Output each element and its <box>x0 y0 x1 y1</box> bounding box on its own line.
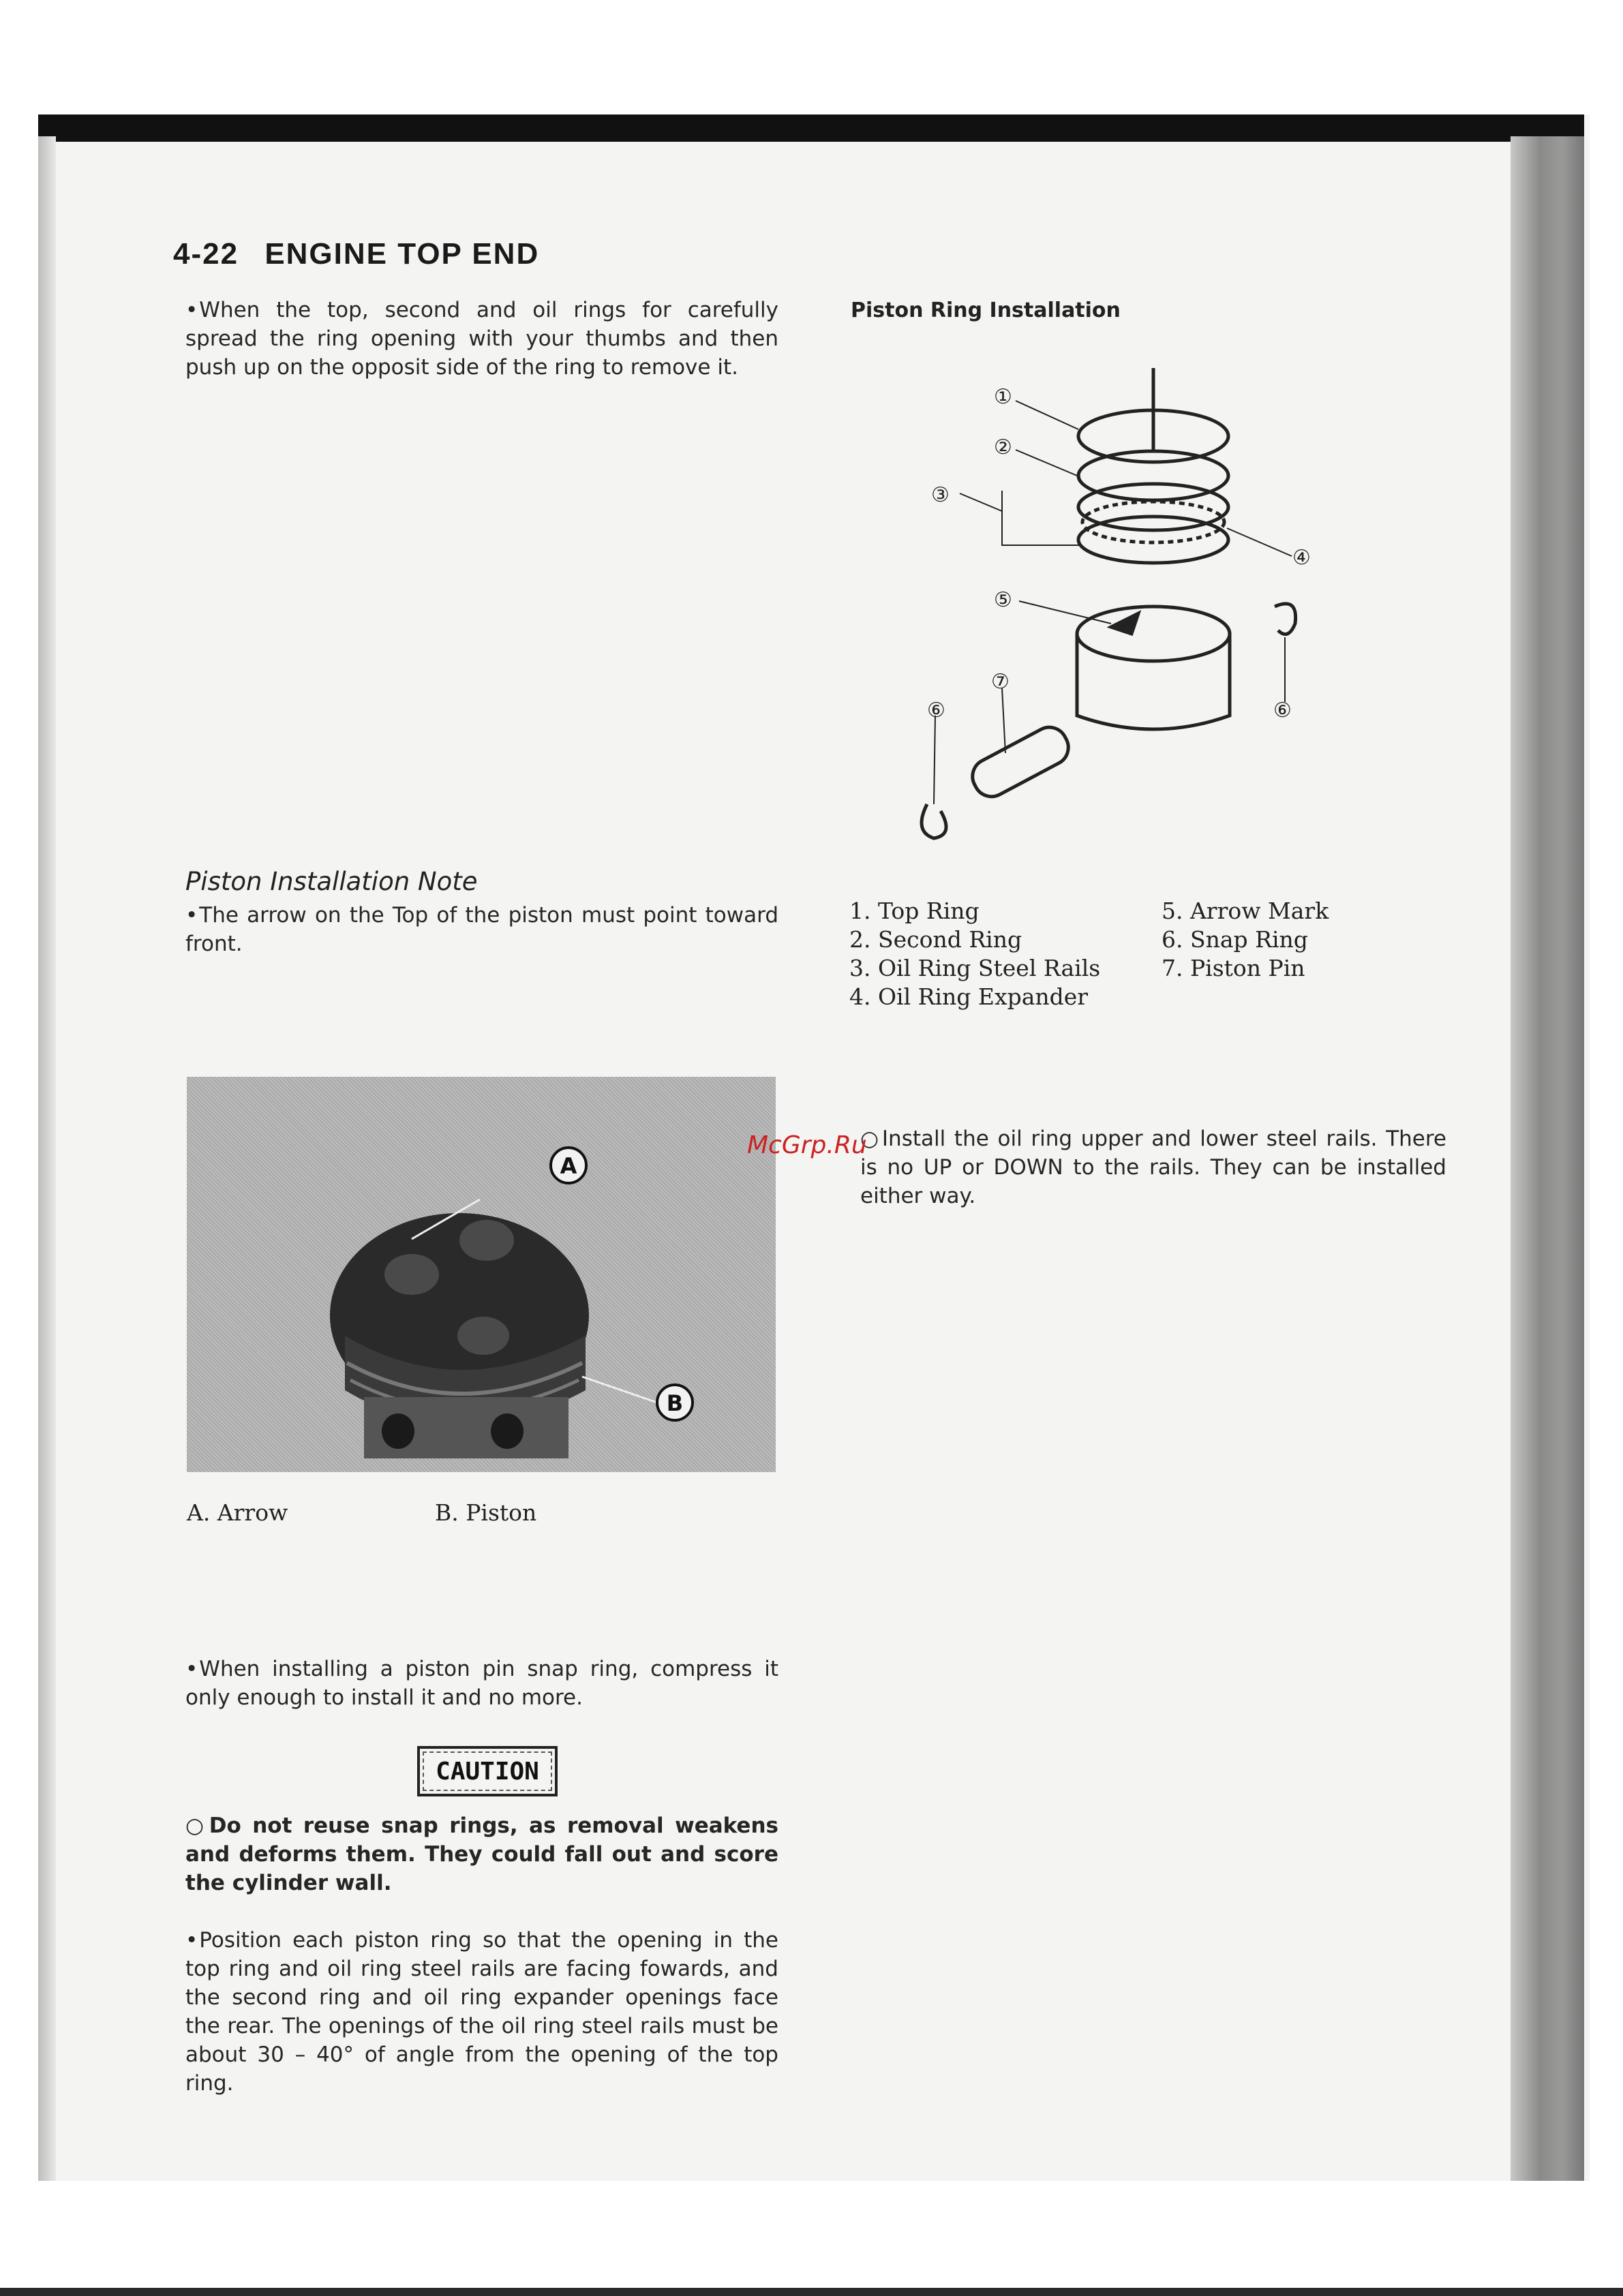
bracket-3 <box>1002 491 1080 545</box>
snap-ring-right <box>1275 604 1296 634</box>
callout-4: ④ <box>1292 546 1311 570</box>
leader-1 <box>1016 401 1078 429</box>
section-title: ENGINE TOP END <box>264 237 540 271</box>
legend-column-1 <box>849 897 1100 1011</box>
arrow-mark <box>1111 613 1138 634</box>
piston-photo <box>187 1077 776 1472</box>
bullet: • <box>185 298 198 322</box>
legend-item: 2. Second Ring <box>849 926 1022 953</box>
paragraph-remove-rings <box>185 296 778 382</box>
figure-title: Piston Ring Installation <box>851 299 1121 322</box>
paragraph-text: When installing a piston pin snap ring, compress it only enough to install it and no more. <box>185 1657 778 1710</box>
paragraph-snap-ring <box>185 1655 778 1712</box>
piston-ring-diagram <box>907 361 1356 852</box>
paragraph-text: The arrow on the Top of the piston must point toward front. <box>185 903 778 956</box>
valve-relief <box>459 1220 514 1261</box>
scan-top-band <box>38 114 1584 142</box>
bullet: • <box>185 903 198 928</box>
pin-boss-hole <box>491 1413 524 1449</box>
label-a: A <box>560 1153 577 1179</box>
scan-binding-shadow <box>1511 136 1584 2181</box>
leader-7 <box>1002 688 1005 753</box>
callout-5: ⑤ <box>994 588 1012 612</box>
caption-b: B. Piston <box>435 1499 537 1526</box>
snap-ring-left <box>922 804 946 838</box>
oil-ring-steel-rail <box>1078 517 1228 563</box>
leader-2 <box>1016 450 1080 477</box>
label-b: B <box>666 1390 684 1416</box>
bullet: ○ <box>185 1813 208 1838</box>
caution-box: CAUTION <box>417 1746 558 1796</box>
paragraph-oil-rails <box>860 1124 1446 1210</box>
paragraph-text: When the top, second and oil rings for carefully spread the ring opening with your thumbs and then push up on the opposit side of the ring to remove it. <box>185 298 778 380</box>
legend-column-2 <box>1162 897 1329 983</box>
second-ring <box>1078 451 1228 500</box>
paragraph-arrow-front <box>185 901 778 958</box>
leader-3 <box>960 493 1002 511</box>
callout-3: ③ <box>931 483 950 507</box>
scan-bottom-line <box>0 2288 1623 2296</box>
pin-boss-hole <box>382 1413 414 1449</box>
leader-4 <box>1227 528 1292 556</box>
piston-photo-drawing <box>187 1077 776 1472</box>
leader-6-left <box>934 716 935 804</box>
piston-installation-note-heading: Piston Installation Note <box>185 867 478 896</box>
legend-item: 7. Piston Pin <box>1162 955 1305 981</box>
scan-left-edge <box>38 136 56 2181</box>
valve-relief <box>457 1317 509 1355</box>
watermark: McGrp.Ru <box>747 1131 867 1159</box>
callout-7: ⑦ <box>991 670 1010 694</box>
legend-item: 6. Snap Ring <box>1162 926 1308 953</box>
paragraph-text: Do not reuse snap rings, as removal weakens and deforms them. They could fall out and score the cylinder wall. <box>185 1813 778 1895</box>
legend-item: 1. Top Ring <box>849 898 980 924</box>
piston-top <box>1077 607 1230 661</box>
bullet: • <box>185 1657 198 1681</box>
bullet: • <box>185 1928 198 1953</box>
leader-line-b <box>582 1377 657 1403</box>
piston-pin <box>967 721 1075 803</box>
legend-item: 3. Oil Ring Steel Rails <box>849 955 1101 981</box>
legend-item: 5. Arrow Mark <box>1162 898 1329 924</box>
leader-5 <box>1019 601 1111 624</box>
callout-2: ② <box>994 435 1012 459</box>
paragraph-text: Position each piston ring so that the opening in the top ring and oil ring steel rails are facing fowards, and the second ring and oil ring expander openings face the rear. The openings of the oil ring steel rails must be about 30 – 40° of angle from the opening of the top ring. <box>185 1928 778 2096</box>
callout-6-right: ⑥ <box>1273 699 1292 722</box>
valve-relief <box>384 1254 439 1295</box>
bullet: ○ <box>860 1127 881 1151</box>
page-number: 4-22 <box>173 237 239 271</box>
page-header <box>173 237 539 271</box>
caption-a: A. Arrow <box>187 1499 288 1526</box>
piston-body <box>1077 634 1230 729</box>
callout-6-left: ⑥ <box>927 699 945 722</box>
paragraph-caution <box>185 1811 778 1897</box>
paragraph-ring-position <box>185 1926 778 2098</box>
paragraph-text: Install the oil ring upper and lower steel rails. There is no UP or DOWN to the rails. They can be installed either way. <box>860 1127 1446 1208</box>
legend-item: 4. Oil Ring Expander <box>849 983 1089 1010</box>
callout-1: ① <box>994 385 1012 409</box>
